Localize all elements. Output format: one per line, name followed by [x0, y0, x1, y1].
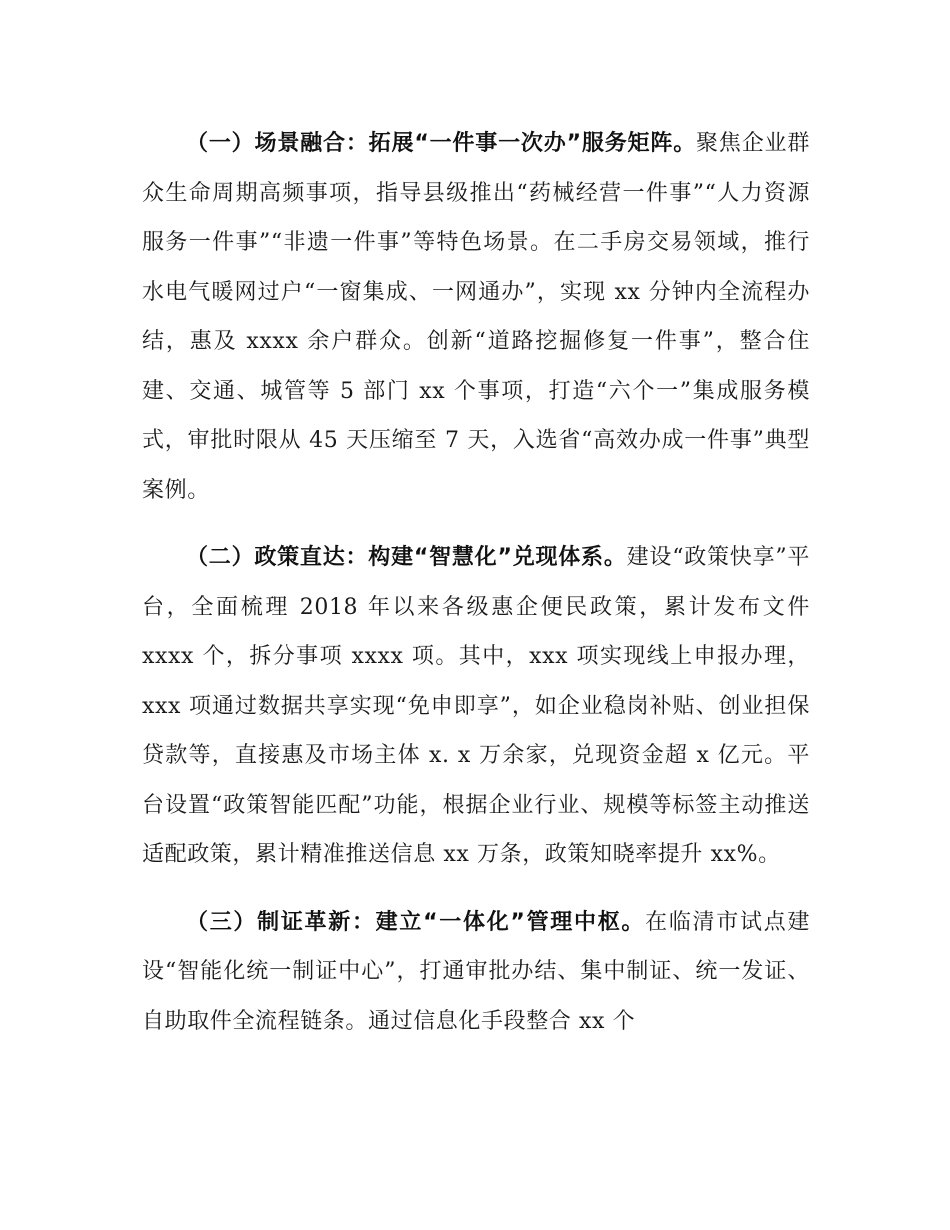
document-body: [142, 119, 810, 1046]
paragraph-certificate-reform: [142, 898, 810, 1047]
paragraph-text: 聚焦企业群众生命周期高频事项，指导县级推出“药械经营一件事”“人力资源服务一件事”“非遗一件事”等特色场景。在二手房交易领域，推行水电气暖网过户“一窗集成、一网通办”，实现 xx 分钟内全流程办结，惠及 xxxx 余户群众。创新“道路挖掘修复一件事”，整合住建、交通、城管等 5 部门 xx 个事项，打造“六个一”集成服务模式，审批时限从 45 天压缩至 7 天，入选省“高效办成一件事”典型案例。: [142, 131, 810, 503]
paragraph-scene-integration: [142, 119, 810, 515]
paragraph-policy-direct: [142, 533, 810, 880]
paragraph-text: 建设“政策快享”平台，全面梳理 2018 年以来各级惠企便民政策，累计发布文件 xxxx 个，拆分事项 xxxx 项。其中，xxx 项实现线上申报办理，xxx 项通过数据共享实现“免申即享”，如企业稳岗补贴、创业担保贷款等，直接惠及市场主体 x. x 万余家，兑现资金超 x 亿元。平台设置“政策智能匹配”功能，根据企业行业、规模等标签主动推送适配政策，累计精准推送信息 xx 万条，政策知晓率提升 xx%。: [142, 545, 810, 867]
paragraph-heading: （三）制证革新：建立“一体化”管理中枢。: [186, 909, 646, 935]
paragraph-heading: （二）政策直达：构建“智慧化”兑现体系。: [186, 545, 627, 570]
paragraph-text: 在临清市试点建设“智能化统一制证中心”，打通审批办结、集中制证、统一发证、自助取件全流程链条。通过信息化手段整合 xx 个: [142, 909, 811, 1034]
paragraph-heading: （一）场景融合：拓展“一件事一次办”服务矩阵。: [186, 131, 697, 156]
